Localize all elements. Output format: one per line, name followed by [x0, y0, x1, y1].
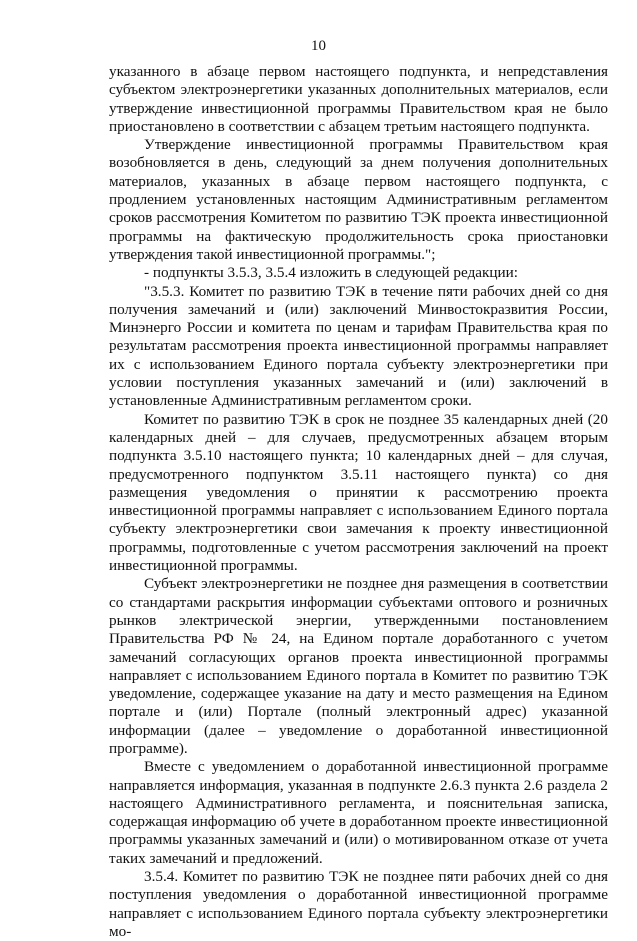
document-body — [109, 63, 608, 941]
paragraph-amendment-intro: - подпункты 3.5.3, 3.5.4 изложить в следующей редакции: — [144, 264, 519, 282]
paragraph-continuation: указанного в абзаце первом настоящего подпункта, и непредставления субъектом электроэнергетики указанных дополнительных материалов, если утверждение инвестиционной программы Правительством края не было приостановлено в соответствии с абзацем третьим настоящего подпункта. — [109, 63, 608, 135]
paragraph-3-5-4: 3.5.4. Комитет по развитию ТЭК не позднее пяти рабочих дней со дня поступления уведомления о доработанной инвестиционной программе направляет с использованием Единого портала субъекту электроэнергетики мо- — [109, 868, 608, 940]
paragraph-subject-notification: Субъект электроэнергетики не позднее дня размещения в соответствии со стандартами раскрытия информации субъектами оптового и розничных рынков электрической энергии, утвержденными постановлением Правительства РФ № 24, на Едином портале доработанного с учетом замечаний согласующих органов проекта инвестиционной программы направляет с использованием Единого портала в Комитет по развитию ТЭК уведомление, содержащее указание на дату и место размещения на Едином портале и (или) Портале (полный электронный адрес) указанной информации (далее – уведомление о доработанной инвестиционной программе). — [109, 575, 608, 757]
paragraph-accompanying-info: Вместе с уведомлением о доработанной инвестиционной программе направляется информация, указанная в подпункте 2.6.3 пункта 2.6 раздела 2 настоящего Административного регламента, и пояснительная записка, содержащая информацию об учете в доработанном проекте инвестиционной программы указанных замечаний и (или) о мотивированном отказе от учета таких замечаний и предложений. — [109, 758, 608, 867]
page-number: 10 — [311, 38, 326, 54]
paragraph-resumption: Утверждение инвестиционной программы Правительством края возобновляется в день, следующий за днем получения дополнительных материалов, указанных в абзаце первом настоящего подпункта, с продлением установленных настоящим Административным регламентом сроков рассмотрения Комитетом по развитию ТЭК проекта инвестиционной программы на фактическую продолжительность срока приостановки утверждения такой инвестиционной программы."; — [109, 136, 608, 263]
paragraph-3-5-3: "3.5.3. Комитет по развитию ТЭК в течение пяти рабочих дней со дня получения замечаний и (или) заключений Минвостокразвития России, Минэнерго России и комитета по ценам и тарифам Правительства края по результатам рассмотрения проекта инвестиционной программы направляет их с использованием Единого портала субъекту электроэнергетики при условии поступления указанных замечаний и (или) заключений в установленные Административным регламентом сроки. — [109, 282, 608, 410]
paragraph-committee-deadline: Комитет по развитию ТЭК в срок не позднее 35 календарных дней (20 календарных дней – для случаев, предусмотренных абзацем вторым подпункта 3.5.10 настоящего пункта; 10 календарных дней – для случая, предусмотренного подпунктом 3.5.11 настоящего пункта) со дня размещения уведомления о принятии к рассмотрению проекта инвестиционной программы направляет с использованием Единого портала субъекту электроэнергетики свои замечания к проекту инвестиционной программы, подготовленные с учетом рассмотрения заключений на проект инвестиционной программы. — [109, 410, 608, 575]
